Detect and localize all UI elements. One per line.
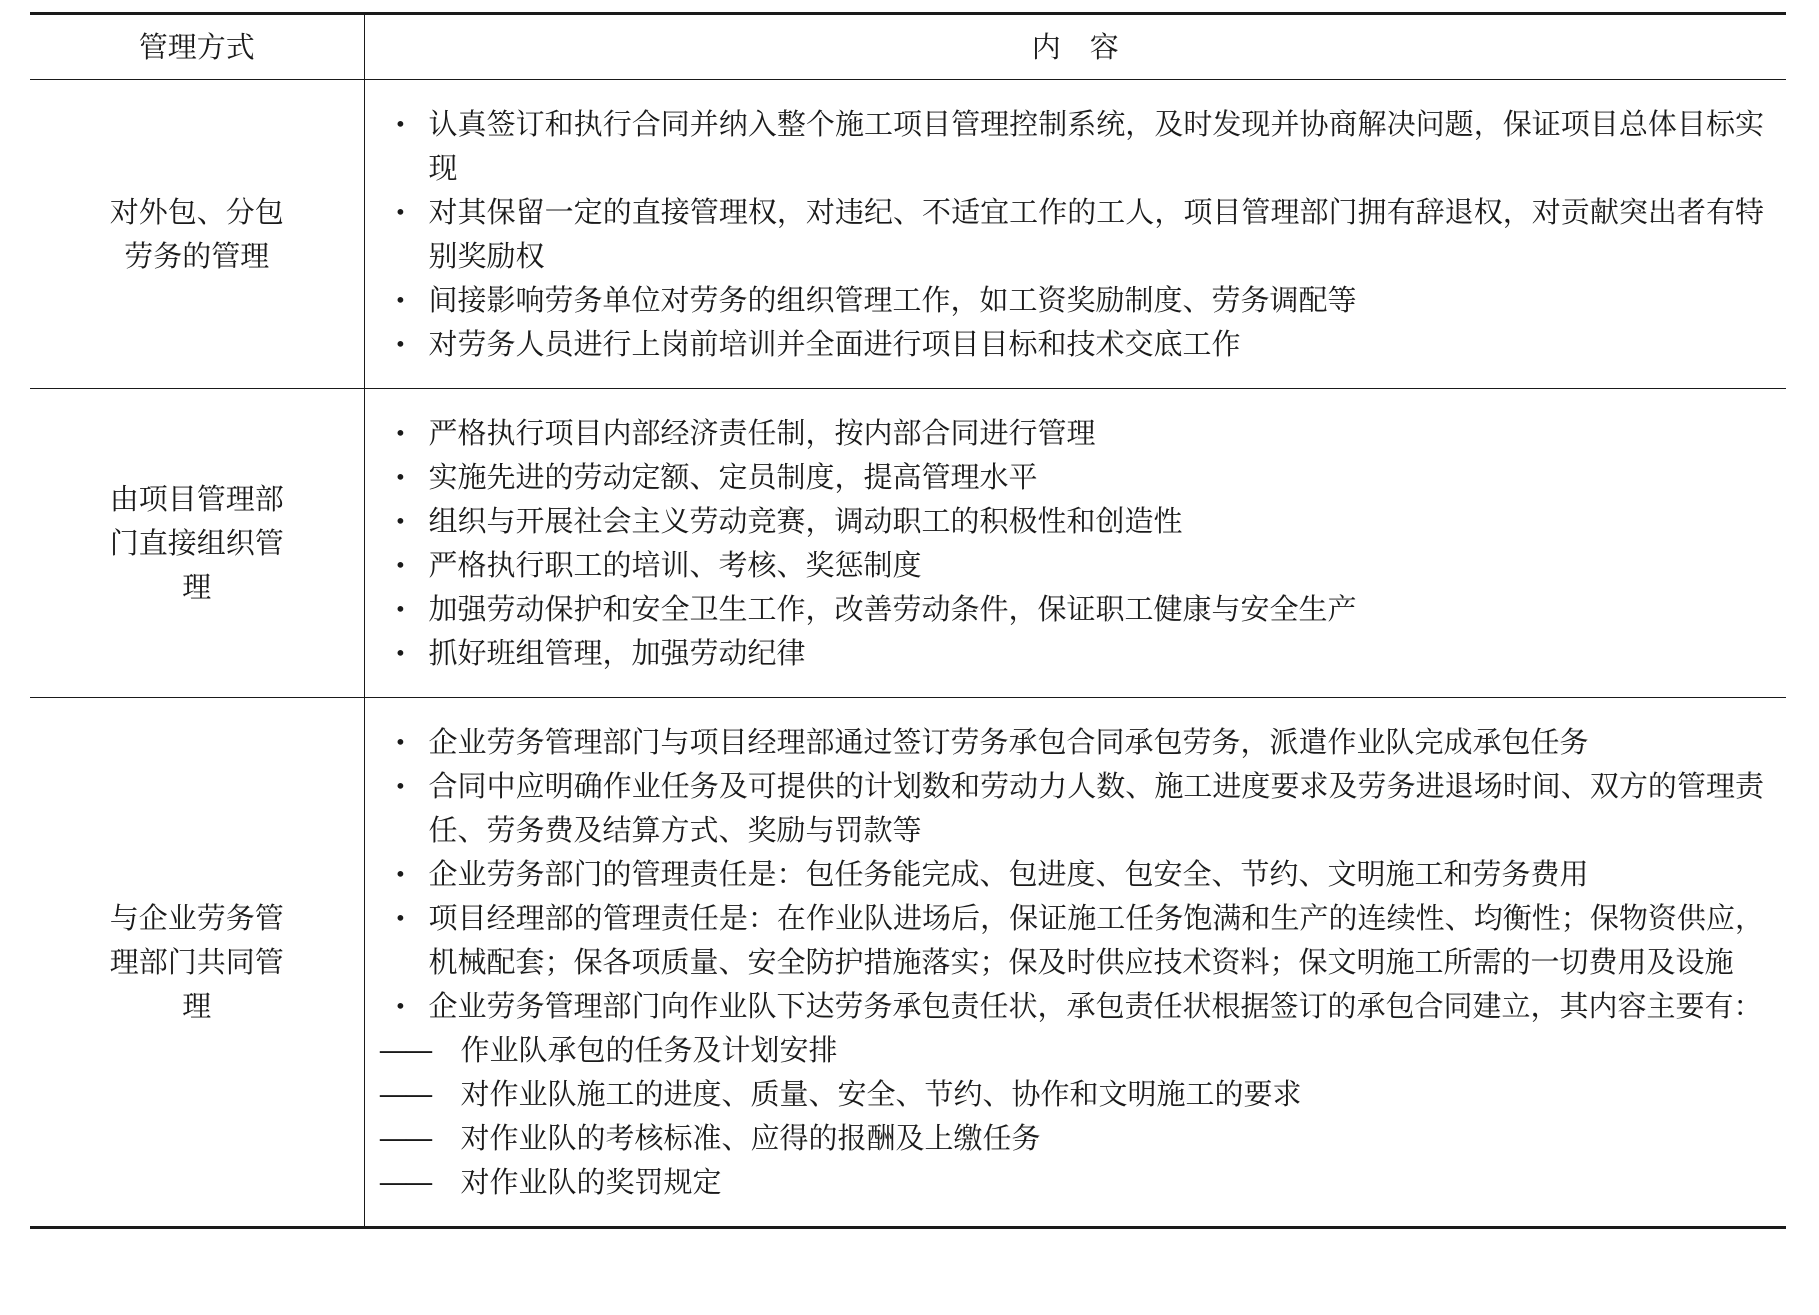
bullet-list — [379, 102, 1765, 366]
sub-list-item-text: 对作业队施工的进度、质量、安全、节约、协作和文明施工的要求 — [460, 1077, 1302, 1111]
list-item — [379, 102, 1765, 190]
list-item-text: 组织与开展社会主义劳动竞赛，调动职工的积极性和创造性 — [428, 504, 1183, 538]
list-item-text: 企业劳务管理部门与项目经理部通过签订劳务承包合同承包劳务，派遣作业队完成承包任务 — [428, 725, 1589, 759]
dash-icon: —— — [378, 1165, 431, 1199]
bullet-icon: • — [394, 332, 407, 356]
bullet-icon: • — [394, 994, 407, 1018]
bullet-list — [379, 411, 1765, 675]
list-item — [379, 278, 1765, 322]
bullet-icon: • — [394, 553, 407, 577]
list-item-text: 企业劳务部门的管理责任是：包任务能完成、包进度、包安全、节约、文明施工和劳务费用 — [428, 857, 1589, 891]
list-item — [379, 190, 1765, 278]
list-item — [379, 896, 1765, 984]
content-cell — [364, 389, 1786, 698]
method-cell — [30, 698, 364, 1228]
bullet-icon: • — [394, 288, 407, 312]
list-item-text: 间接影响劳务单位对劳务的组织管理工作，如工资奖励制度、劳务调配等 — [428, 283, 1357, 317]
dash-icon: —— — [378, 1033, 431, 1067]
table-row — [30, 698, 1786, 1228]
list-item-text: 认真签订和执行合同并纳入整个施工项目管理控制系统，及时发现并协商解决问题，保证项目总体目标实现 — [428, 107, 1764, 185]
list-item — [379, 543, 1765, 587]
list-item-text: 项目经理部的管理责任是：在作业队进场后，保证施工任务饱满和生产的连续性、均衡性；保物资供应，机械配套；保各项质量、安全防护措施落实；保及时供应技术资料；保文明施工所需的一切费用及设施 — [428, 901, 1764, 979]
bullet-icon: • — [394, 774, 407, 798]
table-header — [30, 14, 1786, 80]
sub-list-item-text: 对作业队的考核标准、应得的报酬及上缴任务 — [460, 1121, 1041, 1155]
bullet-list — [379, 720, 1765, 1028]
bullet-icon: • — [394, 200, 407, 224]
sub-list-item-text: 作业队承包的任务及计划安排 — [460, 1033, 838, 1067]
bullet-icon: • — [394, 112, 407, 136]
header-method: 管理方式 — [30, 14, 364, 80]
list-item — [379, 499, 1765, 543]
method-label: 由项目管理部门直接组织管理 — [109, 482, 284, 604]
list-item — [379, 411, 1765, 455]
method-label: 与企业劳务管理部门共同管理 — [109, 901, 284, 1023]
list-item-text: 对其保留一定的直接管理权，对违纪、不适宜工作的工人，项目管理部门拥有辞退权，对贡献突出者有特别奖励权 — [428, 195, 1764, 273]
bullet-icon: • — [394, 730, 407, 754]
sub-list-item — [379, 1028, 1765, 1072]
sub-list-item — [379, 1072, 1765, 1116]
sub-list-item — [379, 1160, 1765, 1204]
list-item — [379, 720, 1765, 764]
list-item — [379, 322, 1765, 366]
dash-icon: —— — [378, 1077, 431, 1111]
bullet-icon: • — [394, 421, 407, 445]
labor-management-table — [30, 12, 1786, 1229]
table-body — [30, 80, 1786, 1228]
bullet-icon: • — [394, 465, 407, 489]
list-item — [379, 852, 1765, 896]
bullet-icon: • — [394, 862, 407, 886]
list-item-text: 抓好班组管理，加强劳动纪律 — [428, 636, 806, 670]
list-item-text: 合同中应明确作业任务及可提供的计划数和劳动力人数、施工进度要求及劳务进退场时间、双方的管理责任、劳务费及结算方式、奖励与罚款等 — [428, 769, 1764, 847]
method-cell — [30, 389, 364, 698]
content-cell — [364, 80, 1786, 389]
header-row — [30, 14, 1786, 80]
bullet-icon: • — [394, 906, 407, 930]
table-row — [30, 80, 1786, 389]
list-item-text: 严格执行职工的培训、考核、奖惩制度 — [428, 548, 922, 582]
method-label: 对外包、分包劳务的管理 — [109, 195, 284, 273]
method-cell — [30, 80, 364, 389]
table-row — [30, 389, 1786, 698]
sub-list-item — [379, 1116, 1765, 1160]
list-item — [379, 587, 1765, 631]
list-item-text: 加强劳动保护和安全卫生工作，改善劳动条件，保证职工健康与安全生产 — [428, 592, 1357, 626]
list-item-text: 企业劳务管理部门向作业队下达劳务承包责任状，承包责任状根据签订的承包合同建立，其内容主要有： — [428, 989, 1763, 1023]
list-item — [379, 764, 1765, 852]
list-item-text: 实施先进的劳动定额、定员制度，提高管理水平 — [428, 460, 1038, 494]
list-item — [379, 984, 1765, 1028]
sub-list-item-text: 对作业队的奖罚规定 — [460, 1165, 722, 1199]
dash-icon: —— — [378, 1121, 431, 1155]
dash-list — [379, 1028, 1765, 1204]
list-item — [379, 631, 1765, 675]
bullet-icon: • — [394, 509, 407, 533]
bullet-icon: • — [394, 641, 407, 665]
list-item — [379, 455, 1765, 499]
bullet-icon: • — [394, 597, 407, 621]
header-content: 内 容 — [364, 14, 1786, 80]
content-cell — [364, 698, 1786, 1228]
list-item-text: 严格执行项目内部经济责任制，按内部合同进行管理 — [428, 416, 1096, 450]
list-item-text: 对劳务人员进行上岗前培训并全面进行项目目标和技术交底工作 — [428, 327, 1241, 361]
